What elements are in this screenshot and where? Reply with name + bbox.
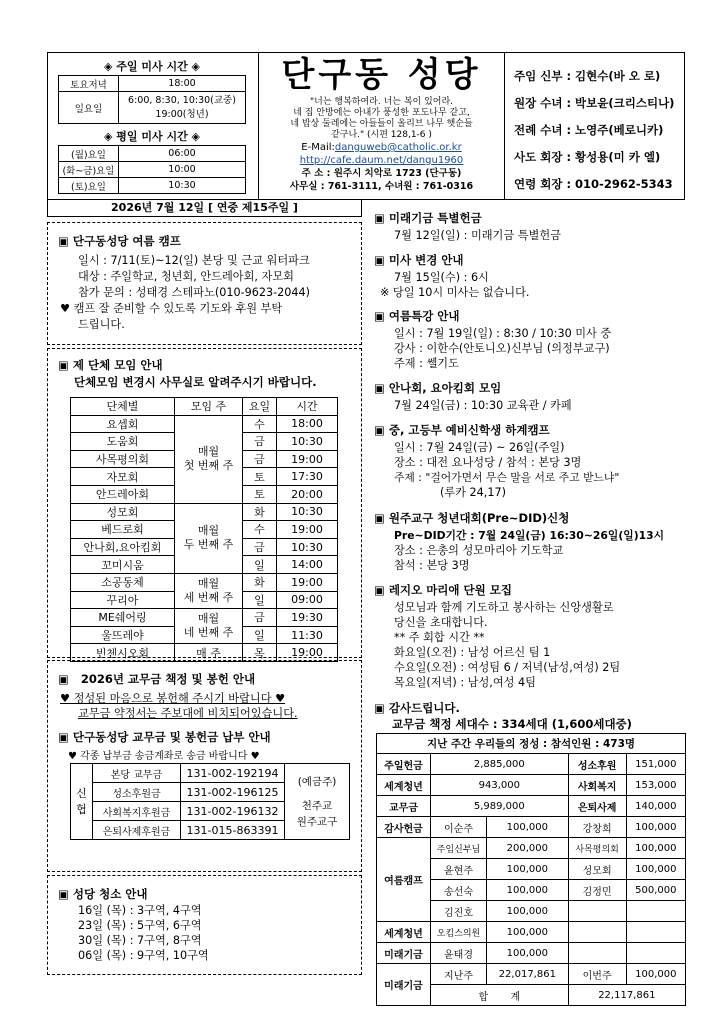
amount: 5,989,000 [431,796,569,817]
row-label: 감사헌금 [377,817,431,838]
notice-line: 목요일(저녁) : 남성,여성 4팀 [394,676,536,689]
amount: 100,000 [487,901,569,922]
donor-name: 김진호 [431,901,487,922]
groups-table [70,397,338,662]
church-name: 단구동 성당 [281,55,482,95]
amount: 500,000 [626,880,685,901]
week-label: 세 번째 주 [183,591,234,605]
mass-time: 19:00(청년) [155,108,209,120]
row-label: 교무금 [377,796,431,817]
week-label: 네 번째 주 [183,626,234,640]
email-link[interactable]: danguweb@catholic.or.kr [334,142,462,153]
notice-title: ▣ 레지오 마리애 단원 모집 [374,583,512,597]
amount: 100,000 [487,880,569,901]
donor-name: 윤현주 [431,859,487,880]
date-line: 2026년 7월 12일 [ 연중 제15주일 ] [47,200,362,217]
group-time: 19:00 [277,644,338,662]
group-day: 금 [243,609,277,627]
office-phone: 사무실 : 761-3111, 수녀원 : 761-0316 [289,181,474,192]
row-label: 주일헌금 [377,754,431,775]
notice-title: ▣ 감사드립니다. [374,701,460,715]
notice-line: 주제 : "걸어가면서 무슨 말을 서로 주고 받느냐" [394,471,620,484]
total-amount: 22,117,861 [568,985,685,1006]
group-time: 19:00 [277,521,338,539]
notice-line: 장소 : 대전 요나성당 / 참석 : 본당 3명 [394,456,582,469]
week-label: 첫 번째 주 [183,459,234,473]
amount: 2,885,000 [431,754,569,775]
account-title: ▣ 단구동성당 교무금 및 봉헌금 납부 안내 [58,730,271,744]
group-day: 일 [243,556,277,574]
account-note: ♥ 각종 납부금 송금계좌로 송금 바랍니다 ♥ [68,751,260,762]
group-day: 금 [243,450,277,468]
offering-section [47,660,362,872]
notice-title: ▣ 안나회, 요아킴회 모임 [374,381,502,395]
group-day: 목 [243,644,277,662]
cleaning-line: 30일 (목) : 7구역, 8구역 [78,934,202,947]
amount: 140,000 [626,796,685,817]
group-name: 소공동체 [71,573,175,591]
notice-subtitle: 교무금 책정 세대수 : 334세대 (1,600세대중) [392,717,632,731]
notice-line: 강사 : 이한수(안토니오)신부님 (의정부교구) [394,342,610,355]
notice-title: ▣ 미래기금 특별헌금 [374,211,482,225]
donor-name: 사목평의회 [568,838,626,859]
email-label: E-Mail: [301,142,335,153]
amount: 100,000 [487,817,569,838]
notice-line: 일시 : 7월 19일(일) : 8:30 / 10:30 미사 중 [394,327,612,340]
offering-line: 교무금 약정서는 주보대에 비치되어있습니다. [78,707,298,720]
offering-title: ▣ 2026년 교무금 책정 및 봉헌 안내 [58,672,256,686]
quote-line: 같구나." (시편 128,1-6 ) [331,130,432,140]
notice-line: (루카 24,17) [440,486,506,499]
group-day: 토 [243,485,277,503]
group-day: 화 [243,573,277,591]
group-time: 10:30 [277,503,338,521]
group-day: 수 [243,415,277,433]
groups-section [47,348,362,658]
group-name: 성모회 [71,503,175,521]
amount: 100,000 [626,838,685,859]
week-label: 매월 [197,612,220,626]
account-number: 131-002-192194 [181,764,285,783]
amount: 200,000 [487,838,569,859]
period-label: 지난주 [431,964,487,985]
week-label: 두 번째 주 [183,538,234,552]
notice-line: 수요일(오전) : 여성팀 6 / 저녁(남성,여성) 2팀 [394,661,621,674]
cleaning-line: 16일 (목) : 3구역, 4구역 [78,904,202,917]
notice-line: 장소 : 은총의 성모마리아 기도학교 [394,544,564,557]
row-label: 사회복지 [568,775,626,796]
account-name: 성소후원금 [93,783,181,802]
col-header: 요일 [243,398,277,416]
cleaning-title: ▣ 성당 청소 안내 [58,887,148,901]
notice-line: Pre~DID기간 : 7월 24일(금) 16:30~26일(일)13시 [394,529,665,542]
table-row [71,573,338,591]
account-number: 131-002-196125 [181,783,285,802]
group-time: 19:00 [277,573,338,591]
row-label: 미래기금 [377,943,431,964]
camp-note: ♥ 캠프 잘 준비할 수 있도록 기도와 후원 부탁 [60,302,283,315]
notice-line: ** 주 회합 시간 ** [394,631,485,644]
donor-name: 오킴스의원 [431,922,487,943]
sunday-mass-title: ◈ 주일 미사 시간 ◈ [104,60,200,73]
mass-label: (토)요일 [59,178,119,194]
period-label: 이번주 [568,964,626,985]
row-label: 성소후원 [568,754,626,775]
group-time: 17:30 [277,468,338,486]
holder-line: 원주교구 [296,815,338,828]
group-time: 10:30 [277,433,338,451]
account-name: 본당 교무금 [93,764,181,783]
mass-time: 10:00 [119,162,246,178]
account-number: 131-002-196132 [181,802,285,821]
account-name: 은퇴사제후원금 [93,821,181,840]
group-name: 꾸리아 [71,591,175,609]
weekday-mass-title: ◈ 평일 미사 시간 ◈ [104,130,200,143]
offering-line: ♥ 정성된 마음으로 봉헌해 주시기 바랍니다 ♥ [60,692,286,705]
group-time: 18:00 [277,415,338,433]
group-time: 14:00 [277,556,338,574]
camp-line: 일시 : 7/11(토)~12(일) 본당 및 근교 워터파크 [78,254,310,267]
staff-president: 사도 회장 : 황성용(미 카 엘) [514,150,661,164]
camp-section [47,222,362,345]
mass-label: 토요저녁 [59,76,119,92]
amount: 151,000 [626,754,685,775]
mass-label: (월)요일 [59,146,119,162]
notice-line: 성모님과 함께 기도하고 봉사하는 신앙생활로 [394,601,614,614]
holder-line: 천주교 [301,799,333,812]
account-name: 사회복지후원금 [93,802,181,821]
table-row [71,415,338,433]
row-label: 미래기금 [377,964,431,1006]
notice-line: ※ 당일 10시 미사는 없습니다. [380,286,530,299]
cleaning-line: 23일 (목) : 5구역, 6구역 [78,919,202,932]
notice-line: 7월 12일(일) : 미래기금 특별헌금 [394,229,561,242]
donor-name: 강창희 [568,817,626,838]
group-day: 토 [243,468,277,486]
group-time: 10:30 [277,538,338,556]
amount: 100,000 [626,859,685,880]
week-label: 매월 [197,577,220,591]
week-label: 매월 [197,524,220,538]
notice-line: 참석 : 본당 3명 [394,559,470,572]
week-label: 매월 [197,445,220,459]
group-day: 화 [243,503,277,521]
row-label: 여름캠프 [377,838,431,922]
group-name: 안나회,요아킴회 [71,538,175,556]
group-day: 수 [243,521,277,539]
group-day: 일 [243,626,277,644]
amount: 100,000 [626,817,685,838]
account-table [70,763,350,840]
holder-line: (예금주) [297,775,337,788]
group-name: 꼬미시움 [71,556,175,574]
quote-line: "너는 행복하여라. 너는 복이 있어라. [309,97,454,107]
group-time: 11:30 [277,626,338,644]
camp-line: 참가 문의 : 성태경 스테파노(010-9623-2044) [78,286,310,299]
mass-label: (화~금)요일 [59,162,119,178]
groups-title: ▣ 제 단체 모임 안내 [58,358,163,372]
donor-name: 송선숙 [431,880,487,901]
col-header: 모임 주 [175,398,243,416]
row-label: 세계청년 [377,922,431,943]
donor-name: 김정민 [568,880,626,901]
mass-time: 18:00 [119,76,246,92]
group-day: 금 [243,538,277,556]
notice-line: 7월 15일(수) : 6시 [394,271,489,284]
cafe-link[interactable]: http://cafe.daum.net/dangu1960 [299,155,464,166]
table-row [71,609,338,627]
staff-superior: 원장 수녀 : 박보윤(크리스티나) [514,96,675,110]
group-name: 사목평의회 [71,450,175,468]
total-label: 합 계 [431,985,569,1006]
row-label: 은퇴사제 [568,796,626,817]
notice-line: 주제 : 쎌기도 [394,357,459,370]
amount: 943,000 [431,775,569,796]
group-day: 일 [243,591,277,609]
address: 주 소 : 원주시 치악로 1723 (단구동) [301,168,462,179]
cleaning-section [47,875,362,975]
week-label: 매 주 [175,644,243,662]
donor-name: 이순주 [431,817,487,838]
donor-name: 주임신부님 [431,838,487,859]
amount: 100,000 [487,859,569,880]
weekday-mass-table [58,145,246,194]
camp-line: 대상 : 주일학교, 청년회, 안드레아회, 자모회 [78,270,294,283]
amount: 22,017,861 [487,964,569,985]
camp-title: ▣ 단구동성당 여름 캠프 [58,234,181,248]
notice-line: 일시 : 7월 24일(금) ~ 26일(주일) [394,441,565,454]
amount: 100,000 [487,922,569,943]
group-name: 울뜨레야 [71,626,175,644]
notice-title: ▣ 중, 고등부 예비신학생 하계캠프 [374,423,550,437]
cleaning-line: 06일 (목) : 9구역, 10구역 [78,949,209,962]
sunday-mass-table [58,75,246,124]
group-name: 도움회 [71,433,175,451]
donor-name: 윤태경 [431,943,487,964]
header-box [47,52,685,200]
finance-heading: 지난 주간 우리들의 정성 : 참석인원 : 473명 [377,734,686,754]
mass-time: 06:00 [119,146,246,162]
notice-title: ▣ 미사 변경 안내 [374,253,464,267]
quote-line: 네 집 안방에는 아내가 풍성한 포도나무 같고, [293,108,470,118]
row-label: 세계청년 [377,775,431,796]
divider [504,53,505,199]
quote-line: 네 밥상 둘레에는 아들들이 올리브 나무 햇순들 [290,119,473,129]
mass-time: 10:30 [119,178,246,194]
notice-line: 7월 24일(금) : 10:30 교육관 / 카페 [394,399,572,412]
amount: 153,000 [626,775,685,796]
groups-subtitle: 단체모임 변경시 사무실로 알려주시기 바랍니다. [74,375,317,389]
group-time: 19:00 [277,450,338,468]
group-time: 09:00 [277,591,338,609]
bank-name: 신협 [71,764,93,840]
account-number: 131-015-863391 [181,821,285,840]
notice-title: ▣ 여름특강 안내 [374,309,460,323]
col-header: 단체별 [71,398,175,416]
donor-name: 성모회 [568,859,626,880]
table-row [71,503,338,521]
mass-label: 일요일 [59,92,119,124]
camp-note: 드립니다. [78,318,125,331]
notice-title: ▣ 원주교구 청년대회(Pre~DID)신청 [374,511,570,525]
amount: 100,000 [626,964,685,985]
group-name: 베드로회 [71,521,175,539]
group-name: ME쉐어링 [71,609,175,627]
group-name: 안드레아회 [71,485,175,503]
staff-funeral: 연령 회장 : 010-2962-5343 [514,177,673,191]
notice-line: 화요일(오전) : 남성 어르신 팀 1 [394,646,551,659]
group-day: 금 [243,433,277,451]
mass-time: 6:00, 8:30, 10:30(교중) [128,94,236,106]
table-row [71,644,338,662]
group-name: 요셉회 [71,415,175,433]
finance-table [376,733,686,1006]
col-header: 시간 [277,398,338,416]
notice-line: 당신을 초대합니다. [394,616,488,629]
staff-priest: 주임 신부 : 김현수(바 오 로) [514,69,661,83]
group-time: 20:00 [277,485,338,503]
group-name: 빈첸시오회 [71,644,175,662]
staff-liturgy: 전례 수녀 : 노영주(베로니카) [514,123,664,137]
group-time: 19:30 [277,609,338,627]
group-name: 자모회 [71,468,175,486]
amount: 100,000 [487,943,569,964]
